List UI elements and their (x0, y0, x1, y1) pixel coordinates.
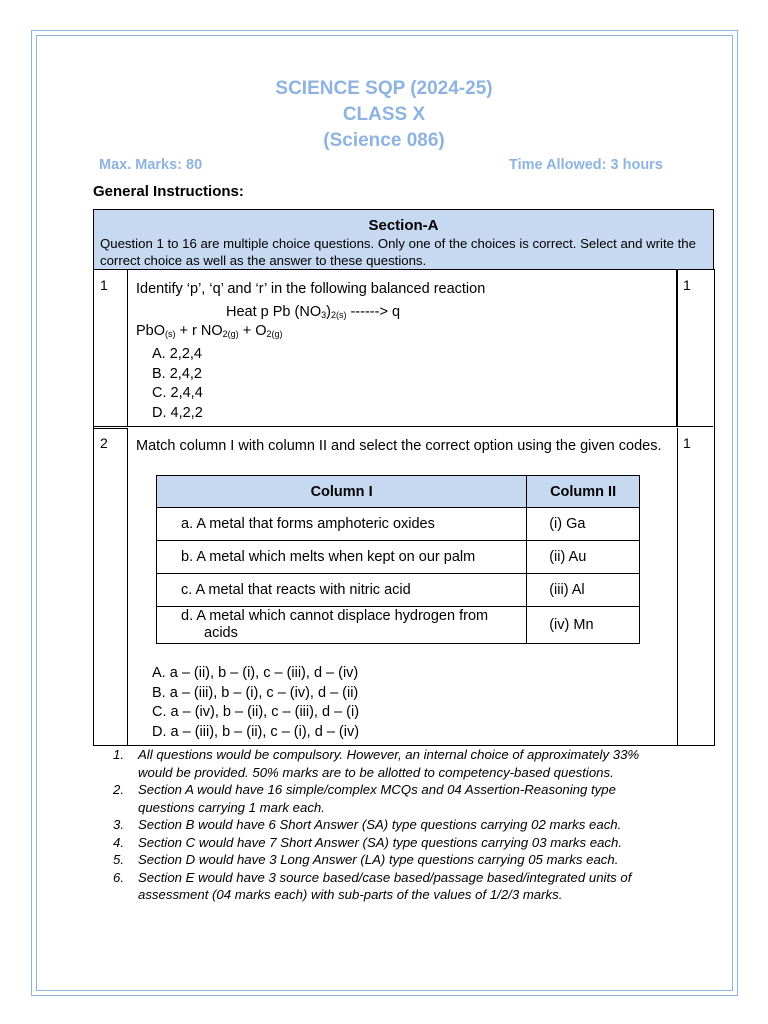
title-line-3: (Science 086) (323, 130, 445, 151)
column-i-header: Column I (157, 476, 527, 508)
list-item-number: 3. (113, 817, 124, 832)
list-item-number: 1. (113, 747, 124, 762)
divider-marks-col-q1-thick (676, 269, 677, 427)
q1-number: 1 (100, 277, 108, 293)
column-ii-cell: (iii) Al (527, 574, 640, 607)
list-item-number: 4. (113, 834, 124, 850)
max-marks: Max. Marks: 80 (99, 157, 203, 173)
table-row (157, 508, 640, 541)
q1-text: Identify ‘p’, ‘q’ and ‘r’ in the following balanced reaction (136, 281, 486, 297)
q1-option: C. 2,4,4 (152, 385, 203, 401)
time-allowed: Time Allowed: 3 hours (509, 157, 663, 173)
title-line-2: CLASS X (342, 104, 426, 125)
section-title: Section-A (368, 217, 439, 234)
list-item (113, 869, 673, 904)
title-line-1: SCIENCE SQP (2024-25) (275, 78, 493, 99)
q1-option: A. 2,2,4 (152, 346, 202, 362)
q2-text: Match column I with column II and select the correct option using the given codes. (136, 438, 662, 454)
q2-number: 2 (100, 435, 108, 451)
column-i-cell: b. A metal which melts when kept on our palm (157, 541, 527, 574)
section-description: Question 1 to 16 are multiple choice questions. Only one of the choices is correct. Select and write the correct choice as well as the answer to these questions. (100, 236, 696, 268)
list-item-text: Section D would have 3 Long Answer (LA) type questions carrying 05 marks each. (138, 852, 619, 867)
list-item (113, 746, 673, 781)
column-ii-header: Column II (527, 476, 640, 508)
match-table-header (157, 476, 640, 508)
q1-marks: 1 (683, 277, 691, 293)
q2-option: C. a – (iv), b – (ii), c – (iii), d – (i) (152, 704, 360, 720)
q1-option: D. 4,2,2 (152, 404, 203, 421)
divider-marks-col-q1 (677, 269, 678, 427)
list-item-number: 5. (113, 852, 124, 867)
column-i-cell (157, 607, 527, 644)
divider-num-col-q2 (127, 428, 128, 746)
list-item-text: Section C would have 7 Short Answer (SA) type questions carrying 03 marks each. (138, 834, 623, 850)
table-row (157, 574, 640, 607)
table-row (157, 541, 640, 574)
instructions-list (113, 746, 673, 904)
column-ii-cell: (i) Ga (527, 508, 640, 541)
list-item-text: Section A would have 16 simple/complex MCQs and 04 Assertion-Reasoning type questions carrying 1 mark each. (138, 782, 616, 815)
list-item-text: Section E would have 3 source based/case based/passage based/integrated units of assessment (04 marks each) with sub-parts of the values of 1/2/3 marks. (138, 869, 632, 902)
column-i-cell-line: acids (204, 625, 238, 641)
q2-option: A. a – (ii), b – (i), c – (iii), d – (iv) (152, 665, 359, 681)
table-row (157, 607, 640, 644)
divider-q1-q2-short (93, 428, 127, 429)
q2-marks: 1 (683, 435, 691, 451)
column-i-cell-line: d. A metal which cannot displace hydrogen from (181, 608, 489, 624)
list-item (113, 851, 673, 869)
q2-option: D. a – (iii), b – (ii), c – (i), d – (iv) (152, 723, 360, 740)
list-item-text: All questions would be compulsory. However, an internal choice of approximately 33% would be provided. 50% marks are to be allotted to competency-based questions. (138, 747, 640, 780)
divider-marks-col-q2 (677, 428, 678, 746)
column-i-cell: c. A metal that reacts with nitric acid (157, 574, 527, 607)
list-item (113, 834, 673, 852)
column-ii-cell: (ii) Au (527, 541, 640, 574)
q1-option: B. 2,4,2 (152, 365, 202, 382)
q1-options (152, 345, 203, 423)
general-instructions-heading: General Instructions: (93, 183, 244, 200)
divider-q1-q2 (93, 426, 713, 427)
list-item (113, 781, 673, 816)
section-a-header (93, 209, 714, 270)
list-item-text: Section B would have 6 Short Answer (SA) type questions carrying 02 marks each. (138, 817, 622, 832)
q1-equation-line-2: PbO$_{(s)}$ + r $NO_{2(g)} + O_{2(g)}$ (136, 323, 283, 339)
list-item-number: 2. (113, 782, 124, 797)
list-item-number: 6. (113, 869, 124, 885)
match-table (156, 475, 640, 644)
column-ii-cell: (iv) Mn (527, 607, 640, 644)
q1-equation-line-1: Heat p Pb $(NO_3)_{2(s)}$ ------> q (226, 304, 401, 320)
divider-num-col-q1 (127, 269, 128, 427)
q2-option: B. a – (iii), b – (i), c – (iv), d – (ii) (152, 684, 359, 701)
column-i-cell: a. A metal that forms amphoteric oxides (157, 508, 527, 541)
q2-options (152, 664, 359, 742)
list-item (113, 816, 673, 834)
